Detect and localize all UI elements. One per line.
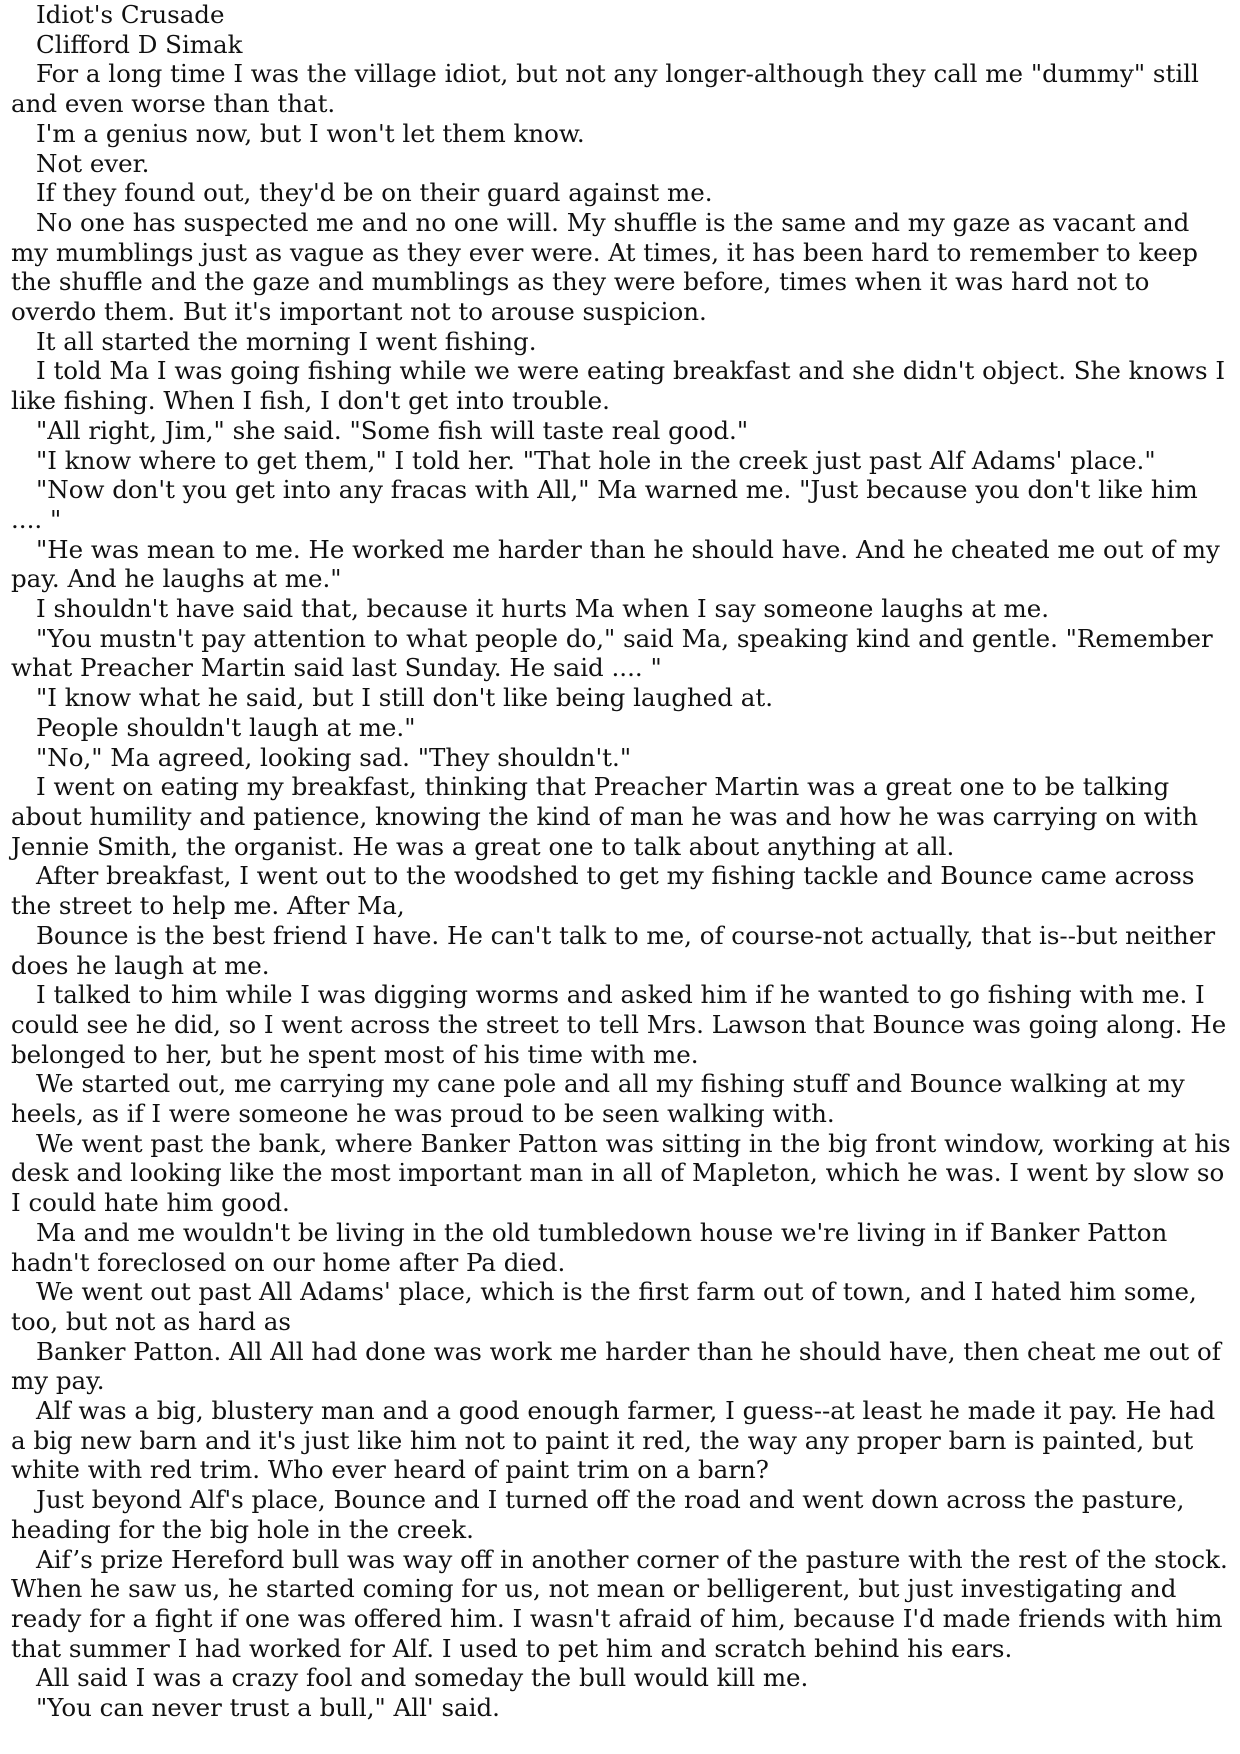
document-page: [11, 0, 1233, 1723]
body-paragraph: "He was mean to me. He worked me harder than he should have. And he cheated me out of my pay. And he laughs at me.": [11, 534, 1220, 594]
document-body: [11, 59, 1233, 1722]
document-author: Clifford D Simak: [36, 29, 243, 59]
body-paragraph: I told Ma I was going fishing while we were eating breakfast and she didn't object. She knows I like fishing. When I fish, I don't get into trouble.: [11, 356, 1226, 416]
body-paragraph: "No," Ma agreed, looking sad. "They shouldn't.": [36, 742, 632, 772]
body-paragraph: Alf was a big, blustery man and a good enough farmer, I guess--at least he made it pay. He had a big new barn and it's just like him not to paint it red, the way any proper barn is painted, but white with red trim. Who ever heard of paint trim on a barn?: [11, 1396, 1216, 1485]
body-paragraph: "You mustn't pay attention to what people do," said Ma, speaking kind and gentle. "Remember what Preacher Martin said last Sunday. He said .... ": [11, 623, 1213, 683]
body-paragraph: It all started the morning I went fishing.: [36, 326, 537, 356]
body-paragraph: I'm a genius now, but I won't let them know.: [36, 118, 585, 148]
body-paragraph: After breakfast, I went out to the woodshed to get my fishing tackle and Bounce came across the street to help me. After Ma,: [11, 861, 1195, 921]
body-paragraph: We went out past All Adams' place, which is the first farm out of town, and I hated him some, too, but not as hard as: [11, 1277, 1197, 1336]
body-paragraph: Aif’s prize Hereford bull was way off in another corner of the pasture with the rest of the stock. When he saw us, he started coming for us, not mean or belligerent, but just investigating and ready for a fight if one was offered him. I wasn't afraid of him, because I'd made friends with him that summer I had worked for Alf. I used to pet him and scratch behind his ears.: [11, 1544, 1228, 1663]
body-paragraph: Banker Patton. All All had done was work me harder than he should have, then cheat me out of my pay.: [11, 1336, 1221, 1396]
body-paragraph: All said I was a crazy fool and someday the bull would kill me.: [36, 1663, 809, 1693]
document-title: Idiot's Crusade: [36, 0, 225, 29]
body-paragraph: For a long time I was the village idiot, but not any longer-although they call me "dummy" still and even worse than that.: [11, 59, 1199, 119]
body-paragraph: "All right, Jim," she said. "Some fish will taste real good.": [36, 415, 749, 445]
body-paragraph: We started out, me carrying my cane pole and all my fishing stuff and Bounce walking at my heels, as if I were someone he was proud to be seen walking with.: [11, 1069, 1185, 1129]
body-paragraph: No one has suspected me and no one will. My shuffle is the same and my gaze as vacant and my mumblings just as vague as they ever were. At times, it has been hard to remember to keep the shuffle and the gaze and mumblings as they were before, times when it was hard not to overdo them. But it's important not to arouse suspicion.: [11, 207, 1198, 327]
body-paragraph: I talked to him while I was digging worms and asked him if he wanted to go fishing with me. I could see he did, so I went across the street to tell Mrs. Lawson that Bounce was going along. He belonged to her, but he spent most of his time with me.: [11, 980, 1227, 1069]
body-paragraph: People shouldn't laugh at me.": [36, 712, 416, 742]
body-paragraph: "I know what he said, but I still don't like being laughed at.: [36, 683, 774, 713]
body-paragraph: Not ever.: [36, 148, 150, 178]
body-paragraph: We went past the bank, where Banker Patton was sitting in the big front window, working at his desk and looking like the most important man in all of Mapleton, which he was. I went by slow so I could hate him good.: [11, 1128, 1231, 1218]
body-paragraph: "I know where to get them," I told her. "That hole in the creek just past Alf Adams' place.": [36, 445, 1156, 475]
body-paragraph: Just beyond Alf's place, Bounce and I turned off the road and went down across the pasture, heading for the big hole in the creek.: [11, 1485, 1185, 1544]
body-paragraph: Ma and me wouldn't be living in the old tumbledown house we're living in if Banker Patton hadn't foreclosed on our home after Pa died.: [11, 1217, 1168, 1277]
body-paragraph: I shouldn't have said that, because it hurts Ma when I say someone laughs at me.: [36, 594, 1050, 624]
body-paragraph: Bounce is the best friend I have. He can't talk to me, of course-not actually, that is--but neither does he laugh at me.: [11, 920, 1216, 980]
body-paragraph: "Now don't you get into any fracas with All," Ma warned me. "Just because you don't like him .... ": [11, 475, 1198, 534]
body-paragraph: I went on eating my breakfast, thinking that Preacher Martin was a great one to be talking about humility and patience, knowing the kind of man he was and how he was carrying on with Jennie Smith, the organist. He was a great one to talk about anything at all.: [11, 772, 1198, 861]
body-paragraph: "You can never trust a bull," All' said.: [36, 1693, 500, 1723]
body-paragraph: If they found out, they'd be on their guard against me.: [36, 178, 713, 208]
